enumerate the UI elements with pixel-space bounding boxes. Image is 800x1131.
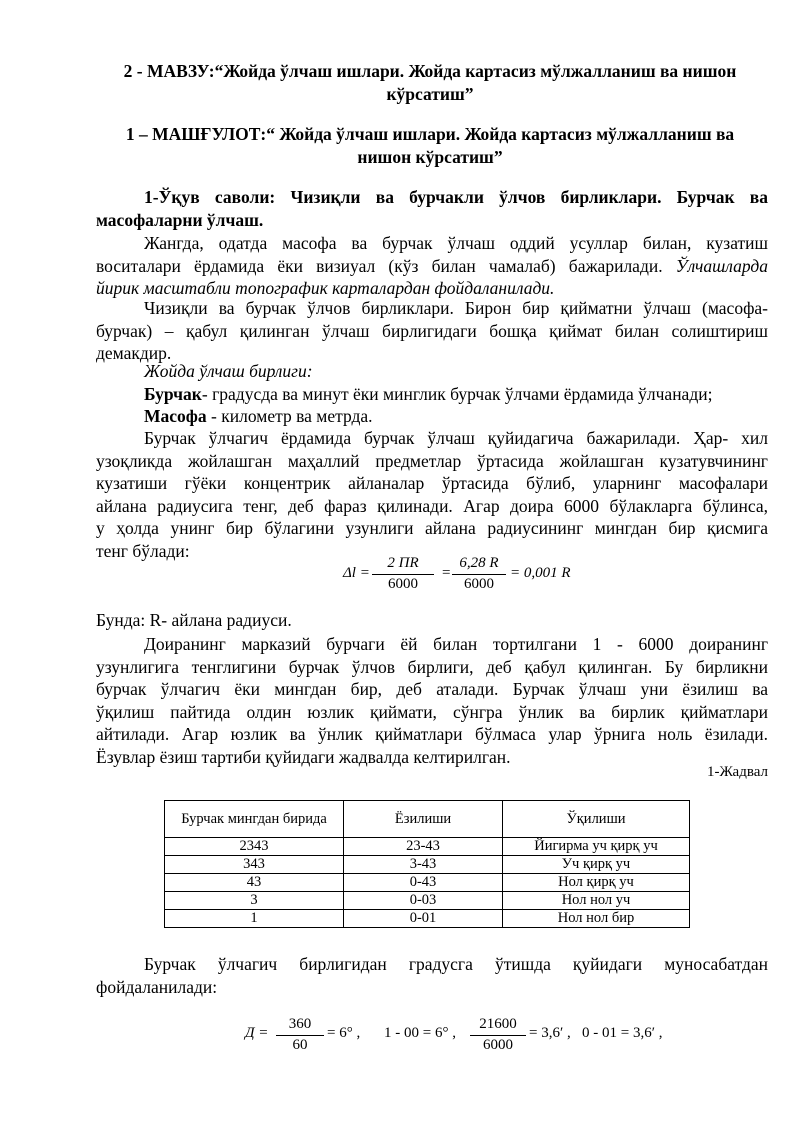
- paragraph-3-line-1: Бурчак ўлчагич ёрдамида бурчак ўлчаш қуйидагича бажарилади. Ҳар- хил: [144, 428, 768, 448]
- table-cell: Уч қирқ уч: [503, 856, 690, 874]
- lesson-title-line-2: нишон кўрсатиш”: [357, 147, 503, 167]
- formula-2-denominator-2: 6000: [483, 1037, 513, 1053]
- table-caption: 1-Жадвал: [706, 764, 768, 780]
- paragraph-1-line-2-text: воситалари ёрдамида ёки визиуал (кўз билан чамалаб) бажарилади.: [96, 255, 663, 276]
- formula-1-denominator-2: 6000: [464, 576, 494, 592]
- paragraph-5-line-2: фойдаланилади:: [96, 976, 218, 997]
- paragraph-1-line-3: йирик масштабли топографик карталардан фойдаланилади.: [96, 278, 555, 298]
- formula-1-result: = 0,001 R: [510, 565, 571, 581]
- formula-2-numerator-1: 360: [288, 1016, 312, 1032]
- table-cell: Нол нол уч: [503, 892, 690, 910]
- formula-1-numerator-1: 2 ПR: [387, 555, 419, 571]
- paragraph-1-line-2-italic: Ўлчашларда: [675, 255, 768, 276]
- table-cell: 23-43: [344, 838, 503, 856]
- lesson-title: [90, 123, 770, 169]
- study-question-1: [96, 186, 768, 231]
- angle-notation-table: [164, 800, 690, 928]
- formula-1-equals: =: [442, 565, 451, 581]
- paragraph-1-line-2: [96, 255, 768, 278]
- formula-2-numerator-2: 21600: [479, 1016, 517, 1032]
- table-cell: 0-43: [344, 874, 503, 892]
- paragraph-4-line-6: Ёзувлар ёзиш тартиби қуйидаги жадвалда келтирилган.: [96, 746, 511, 767]
- table-row: [165, 874, 690, 892]
- units-heading: Жойда ўлчаш бирлиги:: [144, 361, 313, 381]
- table-cell: Нол нол бир: [503, 910, 690, 928]
- table-cell: 1: [165, 910, 344, 928]
- table-cell: 343: [165, 856, 344, 874]
- paragraph-2-line-2: бурчак) – қабул қилинган ўлчаш бирлигидаги бошқа қиймат билан солиштириш: [96, 320, 768, 341]
- table-cell: Йигирма уч қирқ уч: [503, 838, 690, 856]
- paragraph-5: [96, 953, 768, 998]
- paragraph-1-line-1: Жангда, одатда масофа ва бурчак ўлчаш оддий усуллар билан, кузатиш: [144, 233, 768, 253]
- table-header-cell: Ёзилиши: [344, 801, 503, 838]
- topic-title-line-2: кўрсатиш”: [386, 84, 474, 104]
- formula-2-result-1: = 6° ,: [327, 1025, 361, 1041]
- paragraph-3-line-3: кузатиши гўёки концентрик айланалар ўртасида бўлиб, уларнинг масофалари: [96, 473, 768, 493]
- study-question-line-2: масофаларни ўлчаш.: [96, 209, 264, 230]
- table-cell: 43: [165, 874, 344, 892]
- table-row: [165, 910, 690, 928]
- units-section: [96, 360, 768, 428]
- formula-1-numerator-2: 6,28 R: [459, 555, 499, 571]
- paragraph-4-line-2: узунлигига тенглигини бурчак ўлчов бирлиги, деб қабул қилинган. Бу бирликни: [96, 656, 768, 677]
- topic-title-line-1: 2 - МАВЗУ:“Жойда ўлчаш ишлари. Жойда картасиз мўлжалланиш ва нишон: [123, 61, 737, 81]
- formula-1-fraction-bar-2: [452, 574, 506, 575]
- paragraph-3-line-4: айлана радиусига тенг, деб фараз қилинади. Агар доира 6000 бўлакларга бўлинса,: [96, 495, 768, 516]
- paragraph-3-line-6: тенг бўлади:: [96, 540, 190, 561]
- paragraph-4-line-3: бурчак ўлчагич ёки мингдан бир, деб аталади. Бурчак ўлчаш уни ёзилиш ва: [96, 679, 768, 699]
- table-header-cell: Бурчак мингдан бирида: [165, 801, 344, 838]
- paragraph-5-line-1: Бурчак ўлчагич бирлигидан градусга ўтишда қуйидаги муносабатдан: [144, 954, 768, 974]
- angle-term: Бурчак: [144, 383, 202, 404]
- topic-title: [90, 60, 770, 106]
- paragraph-4-line-1: Доиранинг марказий бурчаги ёй билан тортилгани 1 - 6000 доиранинг: [144, 634, 768, 654]
- formula-2-result-2: = 3,6′ ,: [529, 1025, 571, 1041]
- formula-1-denominator-1: 6000: [388, 576, 418, 592]
- paragraph-4: [96, 633, 768, 768]
- paragraph-4-line-4: ўқилиш пайтида олдин юзлик қиймати, сўнгра ўнлик ва бирлик қийматлари: [96, 701, 768, 722]
- formula-2-fraction-bar-1: [276, 1035, 324, 1036]
- paragraph-3-line-2: узоқликда жойлашган маҳаллий предметлар ўртасида жойлашган кузатувчининг: [96, 450, 768, 471]
- where-note: [96, 609, 768, 632]
- paragraph-3-line-5: у ҳолда унинг бир бўлагини узунлиги айлана радиусининг мингдан бир қисмига: [96, 518, 768, 538]
- paragraph-3: [96, 427, 768, 562]
- formula-2-lhs: Д =: [245, 1025, 269, 1041]
- formula-2-result-3: 0 - 01 = 3,6′ ,: [582, 1025, 663, 1041]
- distance-unit-line: [96, 405, 768, 428]
- formula-2-denominator-1: 60: [292, 1037, 308, 1053]
- angle-unit-line: [96, 383, 768, 406]
- table-cell: 3: [165, 892, 344, 910]
- table-header-cell: Ўқилиши: [503, 801, 690, 838]
- table-row: [165, 856, 690, 874]
- table-cell: 3-43: [344, 856, 503, 874]
- distance-term: Масофа: [144, 406, 207, 426]
- paragraph-2-line-1: Чизиқли ва бурчак ўлчов бирликлари. Бирон бир қийматни ўлчаш (масофа-: [144, 298, 768, 318]
- formula-1-fraction-bar-1: [372, 574, 434, 575]
- table-header-row: [165, 801, 690, 838]
- lesson-title-line-1: 1 – МАШҒУЛОТ:“ Жойда ўлчаш ишлари. Жойда картасиз мўлжалланиш ва: [125, 124, 735, 144]
- table-row: [165, 838, 690, 856]
- table-cell: 2343: [165, 838, 344, 856]
- paragraph-2: [96, 297, 768, 365]
- formula-2-fraction-bar-2: [470, 1035, 526, 1036]
- table-cell: 0-01: [344, 910, 503, 928]
- paragraph-1: [96, 232, 768, 300]
- paragraph-2-line-3: демакдир.: [96, 343, 172, 363]
- formula-2-middle: 1 - 00 = 6° ,: [384, 1025, 456, 1041]
- formula-1-lhs: Δl =: [343, 565, 370, 581]
- angle-definition: - градусда ва минут ёки минглик бурчак ўлчами ёрдамида ўлчанади;: [201, 383, 713, 404]
- study-question-line-1: 1-Ўқув саволи: Чизиқли ва бурчакли ўлчов бирликлари. Бурчак ва: [144, 187, 768, 207]
- table-row: [165, 892, 690, 910]
- where-line: Бунда: R- айлана радиуси.: [96, 610, 292, 630]
- table-cell: Нол қирқ уч: [503, 874, 690, 892]
- table-cell: 0-03: [344, 892, 503, 910]
- paragraph-4-line-5: айтилади. Агар юзлик ва ўнлик қийматлари бўлмаса улар ўрнига ноль ёзилади.: [96, 724, 768, 744]
- distance-definition: - километр ва метрда.: [206, 406, 373, 426]
